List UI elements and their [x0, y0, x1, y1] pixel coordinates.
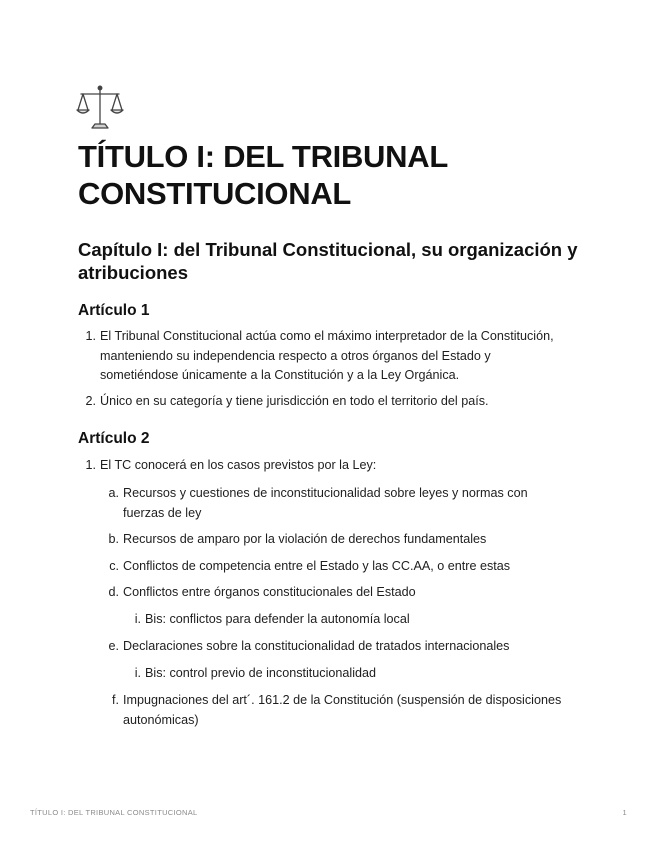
balance-scale-icon: [75, 84, 125, 130]
list-item: [101, 583, 571, 603]
list-item: [123, 610, 563, 630]
article-2-sublist-cont: [101, 637, 571, 657]
list-marker: a.: [108, 486, 119, 500]
list-item-text: Conflictos de competencia entre el Estado y las CC.AA, o entre estas: [123, 558, 511, 573]
list-item: [101, 530, 571, 550]
list-item-text: Impugnaciones del art´. 161.2 de la Constitución (suspensión de disposiciones autonómicas): [123, 693, 562, 727]
list-item: [78, 327, 568, 386]
footer-title: TÍTULO I: DEL TRIBUNAL CONSTITUCIONAL: [30, 808, 198, 817]
list-marker: i.: [134, 666, 141, 680]
list-item-text: El Tribunal Constitucional actúa como el máximo interpretador de la Constitución, manteniendo su independencia respecto a otros órganos del Estado y sometiéndose únicamente a la Constitución y a la Ley Orgánica.: [100, 329, 554, 382]
list-marker: i.: [134, 612, 141, 626]
list-marker: d.: [108, 585, 119, 599]
list-item-text: Declaraciones sobre la constitucionalidad de tratados internacionales: [123, 639, 510, 653]
article-2-heading: Artículo 2: [78, 430, 150, 447]
page-number: 1: [622, 808, 627, 817]
list-item-text: Conflictos entre órganos constitucionales del Estado: [123, 585, 416, 599]
list-item-text: Recursos de amparo por la violación de derechos fundamentales: [123, 532, 487, 546]
list-item: [101, 691, 571, 730]
list-marker: 1.: [85, 329, 96, 343]
chapter-heading: Capítulo I: del Tribunal Constitucional, su organización y atribuciones: [78, 239, 578, 283]
article-1-heading: Artículo 1: [78, 302, 150, 319]
list-item: [101, 557, 571, 577]
list-marker: b.: [108, 532, 119, 546]
list-item-text: Único en su categoría y tiene jurisdicción en todo el territorio del país.: [100, 393, 489, 408]
list-marker: 1.: [85, 458, 96, 472]
list-item-text: Bis: control previo de inconstitucionalidad: [145, 666, 377, 680]
list-item-text: El TC conocerá en los casos previstos por la Ley:: [100, 458, 377, 472]
article-2-e-sublist: [123, 664, 563, 684]
list-item-text: Bis: conflictos para defender la autonomía local: [145, 612, 410, 626]
article-2-sublist: [101, 484, 571, 610]
list-item-text: Recursos y cuestiones de inconstitucionalidad sobre leyes y normas con fuerzas de ley: [123, 486, 528, 520]
article-2-sublist-end: [101, 691, 571, 730]
article-2-list: [78, 456, 568, 476]
article-2-d-sublist: [123, 610, 563, 630]
list-item: [123, 664, 563, 684]
list-marker: 2.: [85, 393, 96, 408]
article-1-list: [78, 327, 568, 411]
list-item: [78, 392, 568, 412]
list-item: [101, 484, 571, 523]
list-marker: c.: [109, 558, 119, 573]
page-title: TÍTULO I: DEL TRIBUNAL CONSTITUCIONAL: [78, 139, 448, 211]
list-item: [78, 456, 568, 476]
list-item: [101, 637, 571, 657]
list-marker: e.: [108, 639, 119, 653]
list-marker: f.: [112, 693, 119, 707]
